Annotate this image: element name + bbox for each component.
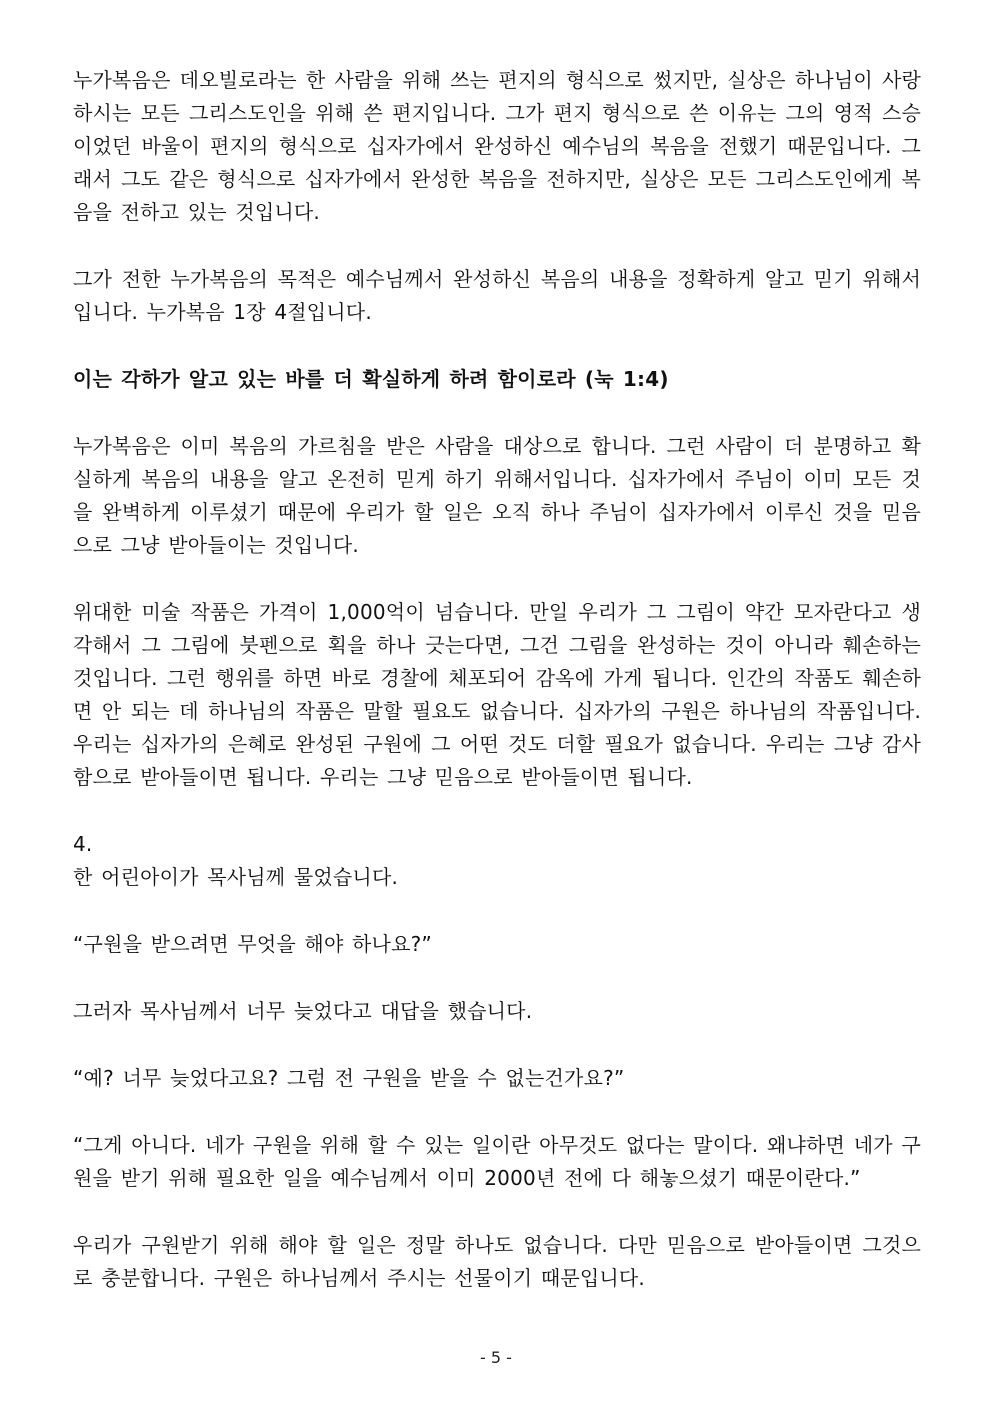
quote-child-question: “구원을 받으려면 무엇을 해야 하나요?” [73,932,432,956]
paragraph-luke-audience: 누가복음은 이미 복음의 가르침을 받은 사람을 대상으로 합니다. 그런 사람이 더 분명하고 확실하게 복음의 내용을 알고 온전히 믿게 하기 위해서입니다. 십자가에서 주님이 이미 모든 것을 완벽하게 이루셨기 때문에 우리가 할 일은 오직 하나 주님이 십자가에서 이루신 것을 믿음으로 그냥 받아들이는 것입니다. [73,434,921,557]
quote-child-reply: “예? 너무 늦었다고요? 그럼 전 구원을 받을 수 없는건가요?” [73,1066,625,1090]
paragraph-child-asks: 한 어린아이가 목사님께 물었습니다. [73,865,399,889]
paragraph-art-analogy: 위대한 미술 작품은 가격이 1,000억이 넘습니다. 만일 우리가 그 그림이 약간 모자란다고 생각해서 그 그림에 붓펜으로 획을 하나 긋는다면, 그건 그림을 완성하는 것이 아니라 훼손하는 것입니다. 그런 행위를 하면 바로 경찰에 체포되어 감옥에 가게 됩니다. 인간의 작품도 훼손하면 안 되는 데 하나님의 작품은 말할 필요도 없습니다. 십자가의 구원은 하나님의 작품입니다. 우리는 십자가의 은혜로 완성된 구원에 그 어떤 것도 더할 필요가 없습니다. 우리는 그냥 감사함으로 받아들이면 됩니다. 우리는 그냥 믿음으로 받아들이면 됩니다. [73,600,921,789]
quote-pastor-explanation: “그게 아니다. 네가 구원을 위해 할 수 있는 일이란 아무것도 없다는 말이다. 왜냐하면 네가 구원을 받기 위해 필요한 일을 예수님께서 이미 2000년 전에 다 해놓으셨기 때문이란다.” [73,1133,921,1190]
bible-verse-luke-1-4: 이는 각하가 알고 있는 바를 더 확실하게 하려 함이로라 (눅 1:4) [73,367,669,391]
section-number: 4. [73,832,93,856]
paragraph-pastor-answers: 그러자 목사님께서 너무 늦었다고 대답을 했습니다. [73,999,533,1023]
document-body [73,64,921,1295]
paragraph-luke-letter-form: 누가복음은 데오빌로라는 한 사람을 위해 쓰는 편지의 형식으로 썼지만, 실상은 하나님이 사랑하시는 모든 그리스도인을 위해 쓴 편지입니다. 그가 편지 형식으로 쓴 이유는 그의 영적 스승이었던 바울이 편지의 형식으로 십자가에서 완성하신 예수님의 복음을 전했기 때문입니다. 그래서 그도 같은 형식으로 십자가에서 완성한 복음을 전하지만, 실상은 모든 그리스도인에게 복음을 전하고 있는 것입니다. [73,68,921,224]
page-number: - 5 - [480,1348,512,1367]
paragraph-luke-purpose: 그가 전한 누가복음의 목적은 예수님께서 완성하신 복음의 내용을 정확하게 알고 믿기 위해서입니다. 누가복음 1장 4절입니다. [73,267,921,324]
paragraph-conclusion: 우리가 구원받기 위해 해야 할 일은 정말 하나도 없습니다. 다만 믿음으로 받아들이면 그것으로 충분합니다. 구원은 하나님께서 주시는 선물이기 때문입니다. [73,1233,921,1290]
